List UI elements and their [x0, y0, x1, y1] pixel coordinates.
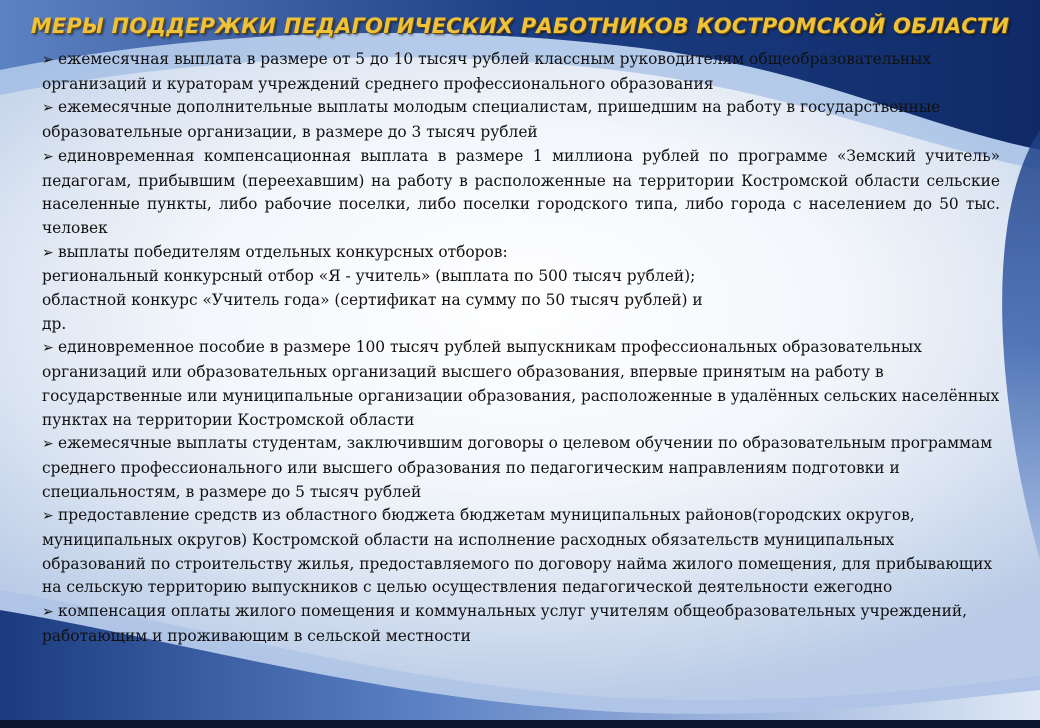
list-item-text: ежемесячные выплаты студентам, заключившим договоры о целевом обучении по образовательным программам среднего профессионального или высшего образования по педагогическим направлениям подготовки и специальностям, в размере до 5 тысяч рублей [42, 434, 993, 501]
arrow-bullet-icon: ➢ [42, 100, 54, 117]
list-item [42, 241, 1000, 337]
list-item-text: компенсация оплаты жилого помещения и коммунальных услуг учителям общеобразовательных учреждений, работающим и проживающим в сельской местности [42, 602, 968, 645]
arrow-bullet-icon: ➢ [42, 244, 54, 261]
arrow-bullet-icon: ➢ [42, 148, 54, 165]
list-item [42, 336, 1000, 432]
list-item [42, 432, 1000, 504]
contest-line: региональный конкурсный отбор «Я - учитель» (выплата по 500 тысяч рублей); [42, 267, 696, 286]
list-item [42, 145, 1000, 241]
list-item [42, 96, 1000, 144]
list-item-text: ежемесячные дополнительные выплаты молодым специалистам, пришедшим на работу в государственные образовательные организации, в размере до 3 тысяч рублей [42, 98, 941, 142]
arrow-bullet-icon: ➢ [42, 340, 54, 357]
list-item-text: ежемесячная выплата в размере от 5 до 10 тысяч рублей классным руководителям общеобразовательных организаций и кураторам учреждений среднего профессионального образования [42, 50, 932, 93]
contest-line: др. [42, 314, 67, 333]
list-item-text: предоставление средств из областного бюджета бюджетам муниципальных районов(городских округов, муниципальных округов) Костромской области на исполнение расходных обязательств муниципальных образований по строительству жилья, предоставляемого по договору найма жилого помещения, для прибывающих на сельскую территорию выпускников с целью осуществления педагогической деятельности ежегодно [42, 506, 993, 597]
list-item [42, 48, 1000, 96]
arrow-bullet-icon: ➢ [42, 508, 54, 525]
arrow-bullet-icon: ➢ [42, 52, 54, 68]
list-item-text: единовременное пособие в размере 100 тысяч рублей выпускникам профессиональных образовательных организаций или образовательных организаций высшего образования, впервые принятым на работу в государственные или муниципальные организации образования, расположенные в удалённых сельских населённых пунктах на территории Костромской области [42, 338, 1000, 429]
list-item-text: выплаты победителям отдельных конкурсных отборов: [58, 242, 508, 261]
list-item [42, 504, 1000, 600]
support-measures-list [42, 48, 1000, 649]
list-item-text: единовременная компенсационная выплата в размере 1 миллиона рублей по программе «Земский учитель» педагогам, прибывшим (переехавшим) на работу в расположенные на территории Костромской области сельские населенные пункты, либо рабочие поселки, либо поселки городского типа, либо города с населением до 50 тыс. человек [42, 146, 1000, 237]
arrow-bullet-icon: ➢ [42, 604, 54, 621]
contest-line: областной конкурс «Учитель года» (сертификат на сумму по 50 тысяч рублей) и [42, 291, 703, 310]
list-item [42, 600, 1000, 648]
slide-title: МЕРЫ ПОДДЕРЖКИ ПЕДАГОГИЧЕСКИХ РАБОТНИКОВ КОСТРОМСКОЙ ОБЛАСТИ [30, 14, 1010, 38]
arrow-bullet-icon: ➢ [42, 436, 54, 453]
